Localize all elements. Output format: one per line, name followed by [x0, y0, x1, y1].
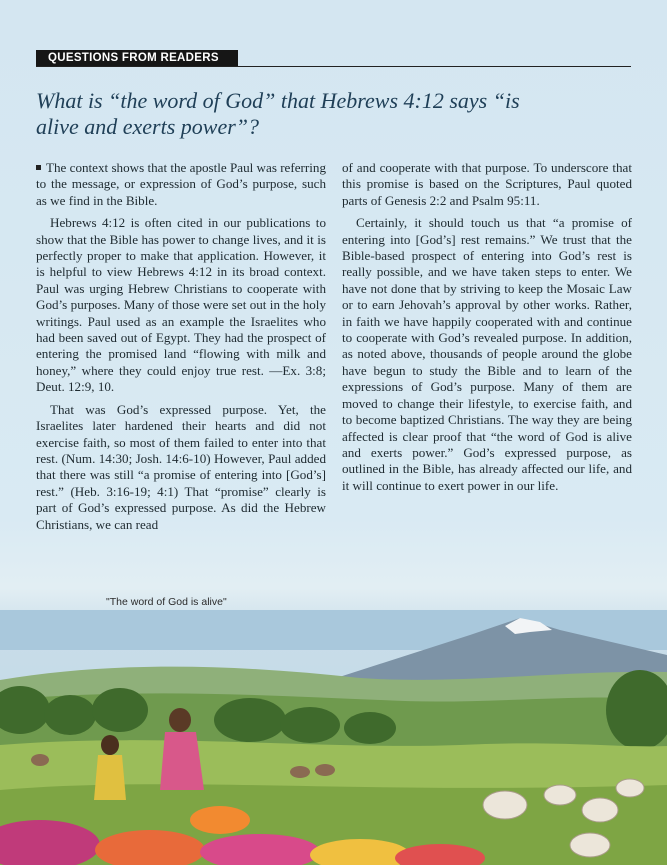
left-column: [36, 160, 326, 533]
bullet-icon: [36, 165, 41, 170]
paragraph: [36, 160, 326, 209]
paragraph: Hebrews 4:12 is often cited in our publications to show that the Bible has power to change lives, and it is perfectly proper to make that application. However, it is helpful to view Hebrews 4:12 in its broad context. Paul was urging Hebrew Christians to cooperate with God’s purposes. Many of those were set out in the holy writings. Paul used as an example the Israelites who had been saved out of Egypt. They had the prospect of entering the promised land “flowing with milk and honey,” where they could enjoy true rest. —Ex. 3:8; Deut. 12:9, 10.: [36, 215, 326, 395]
section-tag: QUESTIONS FROM READERS: [36, 50, 238, 67]
paragraph: Certainly, it should touch us that “a promise of entering into [God’s] rest remains.” We trust that the Bible-based prospect of entering into God’s rest is really possible, and we have taken steps to enter. We have not done that by striving to keep the Mosaic Law or to earn Jehovah’s approval by other works. Rather, in faith we have happily cooperated with and continue to cooperate with God’s revealed purpose. In addition, as noted above, thousands of people around the globe have begun to study the Bible and to learn of the expressions of God’s purpose. Many of them are moved to change their lifestyle, to exercise faith, and to become baptized Christians. The way they are being affected is clear proof that “the word of God is alive and exerts power.” God’s expressed purpose, as outlined in the Bible, has already affected our life, and it will continue to exert power in our life.: [342, 215, 632, 493]
article-body: [36, 160, 632, 533]
paragraph: That was God’s expressed purpose. Yet, the Israelites later hardened their hearts and did not exercise faith, so most of them failed to enter into that rest. (Num. 14:30; Josh. 14:6-10) However, Paul added that there was still “a promise of entering into [God’s] rest.” (Heb. 3:16-19; 4:1) That “promise” clearly is part of God’s expressed purpose. As did the Hebrew Christians, we can read: [36, 401, 326, 532]
illustration-caption: "The word of God is alive": [106, 596, 227, 608]
header-rule: [36, 66, 631, 67]
paragraph: of and cooperate with that purpose. To underscore that this promise is based on the Scriptures, Paul quoted parts of Genesis 2:2 and Psalm 95:11.: [342, 160, 632, 208]
paragraph-text: The context shows that the apostle Paul was referring to the message, or expression of God’s purpose, such as we find in the Bible.: [36, 160, 326, 208]
right-column: [342, 160, 632, 533]
question-heading: What is “the word of God” that Hebrews 4:12 says “is alive and exerts power”?: [36, 88, 520, 139]
paradise-illustration: [0, 560, 667, 865]
